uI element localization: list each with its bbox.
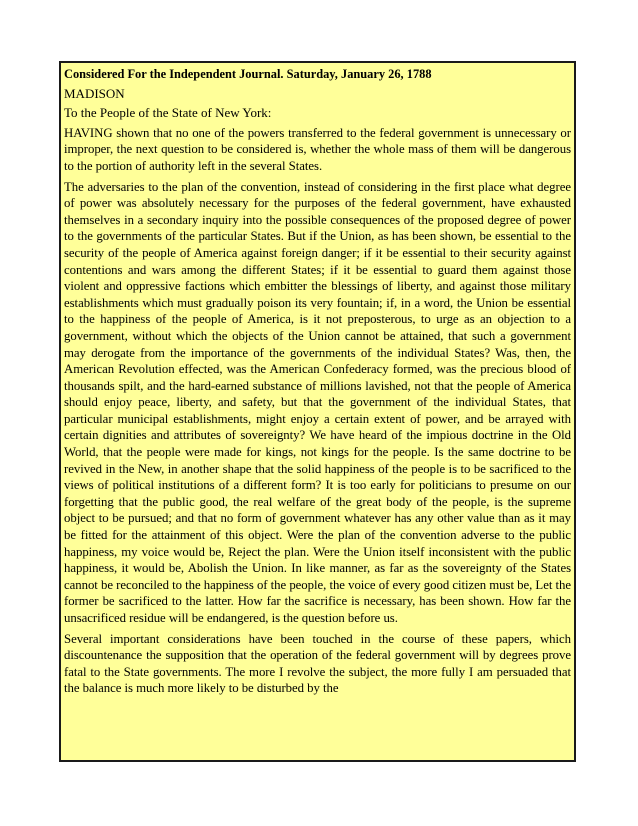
- salutation: To the People of the State of New York:: [64, 105, 272, 121]
- paragraph-2: The adversaries to the plan of the convention, instead of considering in the first place what degree of power was absolutely necessary for the purposes of the federal government, have exhausted themselves in a secondary inquiry into the possible consequences of the proposed degree of power to the governments of the particular States. But if the Union, as has been shown, be essential to the security of the people of America against foreign danger; if it be essential to their security against contentions and wars among the different States; if it be essential to guard them against those violent and oppressive factions which embitter the blessings of liberty, and against those military establishments which must gradually poison its very fountain; if, in a word, the Union be essential to the happiness of the people of America, is it not preposterous, to urge as an objection to a government, without which the objects of the Union cannot be attained, that such a government may derogate from the importance of the governments of the individual States? Was, then, the American Revolution effected, was the American Confederacy formed, was the precious blood of thousands spilt, and the hard-earned substance of millions lavished, not that the people of America should enjoy peace, liberty, and safety, but that the government of the individual States, that particular municipal establishments, might enjoy a certain extent of power, and be arrayed with certain dignities and attributes of sovereignty? We have heard of the impious doctrine in the Old World, that the people were made for kings, not kings for the people. Is the same doctrine to be revived in the New, in another shape that the solid happiness of the people is to be sacrificed to the views of political institutions of a different form? It is too early for politicians to presume on our forgetting that the public good, the real welfare of the great body of the people, is the supreme object to be pursued; and that no form of government whatever has any other value than as it may be fitted for the attainment of this object. Were the plan of the convention adverse to the public happiness, my voice would be, Reject the plan. Were the Union itself inconsistent with the public happiness, it would be, Abolish the Union. In like manner, as far as the sovereignty of the States cannot be reconciled to the happiness of the people, the voice of every good citizen must be, Let the former be sacrificed to the latter. How far the sacrifice is necessary, has been shown. How far the unsacrificed residue will be endangered, is the question before us.: [64, 179, 571, 625]
- author-name: MADISON: [64, 85, 125, 101]
- document-heading: Considered For the Independent Journal. Saturday, January 26, 1788: [64, 67, 432, 81]
- document-text-box: [59, 61, 576, 762]
- paragraph-1: HAVING shown that no one of the powers transferred to the federal government is unnecessary or improper, the next question to be considered is, whether the whole mass of them will be dangerous to the portion of authority left in the several States.: [64, 125, 571, 173]
- paragraph-3: Several important considerations have been touched in the course of these papers, which discountenance the supposition that the operation of the federal government will by degrees prove fatal to the State governments. The more I revolve the subject, the more fully I am persuaded that the balance is much more likely to be disturbed by the: [64, 631, 571, 696]
